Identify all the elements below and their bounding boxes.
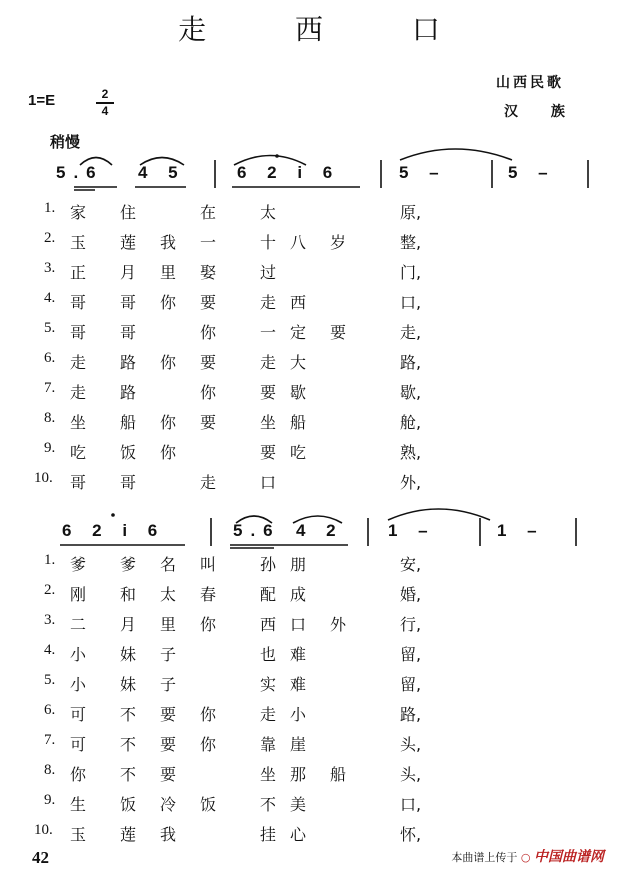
lyric-char: 留, — [400, 645, 422, 664]
note-group: 6 2 i 6 — [237, 163, 341, 182]
lyric-char: 哥 — [120, 293, 137, 312]
lyric-char: 哥 — [70, 293, 87, 312]
lyric-char: 整, — [400, 233, 422, 252]
lyric-char: 妹 — [120, 645, 137, 664]
lyric-char: 妹 — [120, 675, 137, 694]
lyric-char: 不 — [260, 795, 277, 814]
verse-number: 2. — [44, 230, 56, 246]
lyric-char: 小 — [70, 645, 87, 664]
lyric-char: 美 — [290, 795, 307, 814]
lyric-char: 吃 — [290, 443, 307, 462]
song-ethnicity: 汉 族 — [504, 104, 579, 120]
verse-number: 6. — [44, 702, 56, 718]
lyric-char: 要 — [260, 443, 277, 462]
lyric-char: 饭 — [120, 443, 137, 462]
lyric-char: 岁 — [330, 233, 347, 252]
lyric-char: 口 — [290, 615, 307, 634]
lyric-char: 歇 — [290, 383, 307, 402]
lyric-char: 八 — [290, 233, 307, 252]
lyric-char: 你 — [160, 293, 177, 312]
lyric-char: 你 — [200, 383, 217, 402]
lyric-char: 配 — [260, 585, 277, 604]
note-group: 5.6 — [233, 521, 281, 540]
verse-number: 3. — [44, 612, 56, 628]
lyric-char: 怀, — [400, 825, 422, 844]
lyric-char: 走 — [260, 293, 277, 312]
lyric-char: 在 — [200, 203, 217, 222]
lyric-char: 太 — [260, 203, 277, 222]
lyric-char: 安, — [400, 555, 422, 574]
lyric-char: 十 — [260, 233, 277, 252]
lyric-char: 玉 — [70, 825, 87, 844]
lyric-char: 难 — [290, 645, 307, 664]
lyric-char: 你 — [200, 705, 217, 724]
lyric-char: 头, — [400, 765, 422, 784]
lyric-char: 可 — [70, 735, 87, 754]
lyric-char: 玉 — [70, 233, 87, 252]
slur — [80, 158, 112, 166]
lyric-char: 原, — [400, 203, 422, 222]
verse-number: 8. — [44, 762, 56, 778]
tie — [400, 149, 512, 160]
lyric-char: 行, — [400, 615, 422, 634]
lyric-char: 太 — [160, 585, 177, 604]
note-group: 6 2 i 6 — [62, 521, 166, 540]
lyric-char: 吃 — [70, 443, 87, 462]
time-signature-top: 2 — [101, 87, 109, 101]
lyric-char: 口, — [400, 293, 422, 312]
lyric-char: 你 — [160, 413, 177, 432]
note-group: 4 5 — [138, 163, 186, 182]
lyric-char: 小 — [290, 705, 307, 724]
slur — [234, 156, 306, 166]
lyric-char: 正 — [70, 263, 87, 282]
lyric-char: 孙 — [260, 555, 277, 574]
lyric-char: 大 — [290, 353, 307, 372]
lyric-char: 不 — [120, 735, 137, 754]
lyric-char: 实 — [260, 675, 277, 694]
lyric-char: 小 — [70, 675, 87, 694]
lyric-char: 崖 — [290, 735, 307, 754]
lyric-char: 要 — [160, 765, 177, 784]
lyric-char: 我 — [160, 233, 177, 252]
lyric-char: 家 — [70, 203, 87, 222]
lyric-char: 娶 — [200, 263, 217, 282]
lyric-char: 走 — [200, 473, 217, 492]
lyric-char: 饭 — [120, 795, 137, 814]
lyric-char: 路 — [120, 353, 137, 372]
tempo-marking: 稍慢 — [50, 133, 81, 151]
verse-number: 7. — [44, 732, 56, 748]
lyric-char: 要 — [160, 705, 177, 724]
lyric-char: 我 — [160, 825, 177, 844]
lyric-char: 歇, — [400, 383, 422, 402]
verse-number: 1. — [44, 552, 56, 568]
slur — [293, 516, 342, 523]
lyric-char: 哥 — [70, 473, 87, 492]
tie — [388, 509, 490, 520]
lyric-char: 哥 — [120, 473, 137, 492]
lyric-char: 你 — [200, 323, 217, 342]
lyric-char: 莲 — [120, 825, 137, 844]
lyric-char: 爹 — [120, 555, 137, 574]
lyric-char: 路, — [400, 705, 422, 724]
lyric-char: 春 — [200, 585, 217, 604]
lyric-char: 也 — [260, 645, 277, 664]
verse-number: 5. — [44, 672, 56, 688]
footer-text: 本曲谱上传于 — [451, 851, 518, 864]
lyric-char: 熟, — [400, 443, 422, 462]
slur — [140, 158, 184, 166]
lyric-char: 生 — [70, 795, 87, 814]
lyric-char: 饭 — [200, 795, 217, 814]
lyric-char: 口, — [400, 795, 422, 814]
footer-site: 中国曲谱网 — [534, 849, 604, 865]
lyric-char: 路, — [400, 353, 422, 372]
note-group: 1 – — [497, 521, 545, 540]
verse-number: 6. — [44, 350, 56, 366]
verse-number: 1. — [44, 200, 56, 216]
note-group: 5 – — [508, 163, 556, 182]
lyric-char: 难 — [290, 675, 307, 694]
lyric-char: 要 — [330, 323, 347, 342]
verse-number: 8. — [44, 410, 56, 426]
lyric-char: 子 — [160, 675, 177, 694]
lyric-char: 你 — [200, 615, 217, 634]
lyric-char: 哥 — [120, 323, 137, 342]
lyric-char: 过 — [260, 263, 277, 282]
lyric-char: 走 — [260, 705, 277, 724]
lyric-char: 头, — [400, 735, 422, 754]
lyric-char: 叫 — [200, 555, 217, 574]
verse-number: 2. — [44, 582, 56, 598]
lyric-char: 子 — [160, 645, 177, 664]
lyric-char: 你 — [70, 765, 87, 784]
lyric-char: 那 — [290, 765, 307, 784]
lyric-char: 船 — [290, 413, 307, 432]
lyric-char: 可 — [70, 705, 87, 724]
lyric-char: 成 — [290, 585, 307, 604]
lyric-char: 外, — [400, 473, 422, 492]
lyric-char: 外 — [330, 615, 347, 634]
lyric-char: 定 — [290, 323, 307, 342]
note-group: 4 2 — [296, 521, 344, 540]
lyric-char: 心 — [290, 825, 307, 844]
lyric-char: 和 — [120, 585, 137, 604]
lyric-char: 门, — [400, 263, 422, 282]
lyric-char: 路 — [120, 383, 137, 402]
lyric-char: 船 — [330, 765, 347, 784]
time-signature-bottom: 4 — [101, 104, 109, 118]
lyric-char: 莲 — [120, 233, 137, 252]
slur — [236, 516, 272, 523]
verse-number: 10. — [34, 822, 53, 838]
lyric-char: 坐 — [260, 765, 277, 784]
lyric-char: 二 — [70, 615, 87, 634]
lyric-char: 你 — [160, 443, 177, 462]
note-group: 5.6 — [56, 163, 104, 182]
lyric-char: 冷 — [160, 795, 177, 814]
song-source: 山西民歌 — [496, 75, 564, 91]
lyric-char: 船 — [120, 413, 137, 432]
lyric-char: 哥 — [70, 323, 87, 342]
lyric-char: 坐 — [70, 413, 87, 432]
lyric-char: 不 — [120, 705, 137, 724]
verse-number: 3. — [44, 260, 56, 276]
lyric-char: 你 — [200, 735, 217, 754]
lyric-char: 里 — [160, 615, 177, 634]
lyric-char: 要 — [160, 735, 177, 754]
key-signature: 1=E — [28, 92, 56, 109]
lyric-char: 朋 — [290, 555, 307, 574]
footer-logo-icon: ○ — [520, 851, 531, 864]
song-title: 走 西 口 — [178, 13, 480, 46]
lyric-char: 不 — [120, 765, 137, 784]
lyric-char: 坐 — [260, 413, 277, 432]
lyric-char: 名 — [160, 555, 177, 574]
lyric-char: 西 — [260, 615, 277, 634]
lyric-char: 挂 — [260, 825, 277, 844]
page-number: 42 — [32, 848, 49, 867]
verse-number: 10. — [34, 470, 53, 486]
lyric-char: 走, — [400, 323, 422, 342]
lyric-char: 住 — [120, 203, 137, 222]
lyric-char: 婚, — [400, 585, 422, 604]
lyric-char: 一 — [260, 323, 277, 342]
lyric-char: 爹 — [70, 555, 87, 574]
footer-credit — [451, 846, 604, 866]
lyric-char: 你 — [160, 353, 177, 372]
lyric-char: 西 — [290, 293, 307, 312]
lyric-char: 要 — [200, 293, 217, 312]
lyric-char: 要 — [200, 413, 217, 432]
verse-number: 9. — [44, 792, 56, 808]
lyric-char: 走 — [70, 353, 87, 372]
note-group: 1 – — [388, 521, 436, 540]
verse-number: 4. — [44, 290, 56, 306]
note-group: 5 – — [399, 163, 447, 182]
lyric-char: 月 — [120, 615, 137, 634]
lyric-char: 里 — [160, 263, 177, 282]
verse-number: 9. — [44, 440, 56, 456]
verse-number: 5. — [44, 320, 56, 336]
verse-number: 7. — [44, 380, 56, 396]
lyric-char: 要 — [260, 383, 277, 402]
verse-number: 4. — [44, 642, 56, 658]
lyric-char: 口 — [260, 473, 277, 492]
lyric-char: 舱, — [400, 413, 422, 432]
lyric-char: 靠 — [260, 735, 277, 754]
lyric-char: 月 — [120, 263, 137, 282]
lyric-char: 走 — [70, 383, 87, 402]
lyric-char: 要 — [200, 353, 217, 372]
lyric-char: 刚 — [70, 585, 87, 604]
lyric-char: 一 — [200, 233, 217, 252]
lyric-char: 留, — [400, 675, 422, 694]
lyric-char: 走 — [260, 353, 277, 372]
